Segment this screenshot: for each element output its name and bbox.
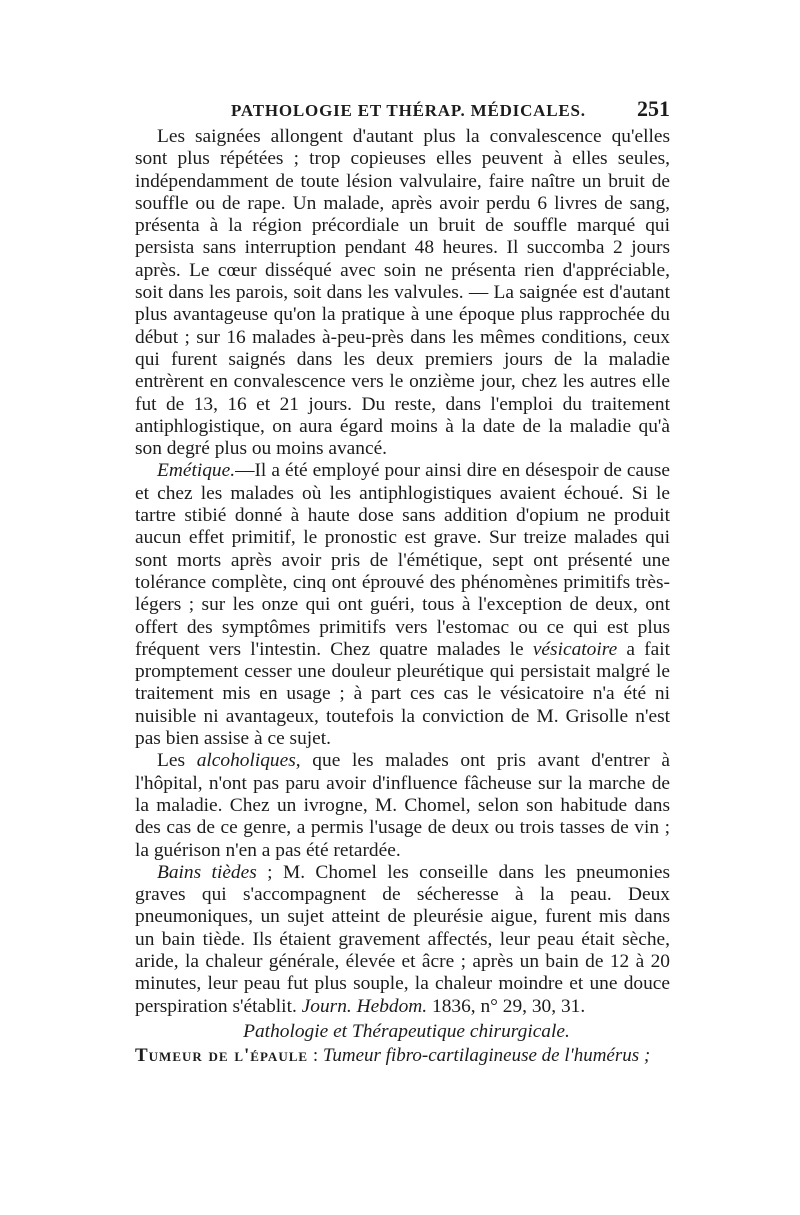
tumeur-line — [135, 1044, 670, 1068]
tumeur-label: Tumeur de l'épaule — [135, 1044, 309, 1066]
paragraph-lead: Emétique. — [157, 460, 236, 482]
paragraph-text-continued: a fait promptement cesser une douleur pleurétique qui persistait malgré le traitement mis en usage ; à part ces cas le vésicatoire n'a été ni nuisible ni avantageux, toutefois la conviction de M. Grisolle n'est pas bien assise à ce sujet. — [135, 638, 670, 750]
paragraph-alcoholiques — [135, 750, 670, 861]
inline-italic-term: vésicatoire — [532, 638, 618, 660]
inline-italic-term: alcoholiques — [196, 750, 296, 772]
paragraph-text: —Il a été employé pour ainsi dire en désespoir de cause et chez les malades où les antiphlogistiques avaient échoué. Si le tartre stibié donné à haute dose sans addition d'opium ne produit aucun effet primitif, le pronostic est grave. Sur treize malades qui sont morts après avoir pris de l'émétique, sept ont présenté une tolérance complète, cinq ont éprouvé des phénomènes primitifs très-légers ; sur les onze qui ont guéri, tous à l'exception de deux, ont offert des symptômes primitifs vers l'estomac ou ce qui est plus fréquent vers l'intestin. Chez quatre malades le — [135, 460, 670, 660]
paragraph-saignees — [135, 126, 670, 460]
journal-citation: Journ. Hebdom. — [301, 995, 428, 1017]
page-number: 251 — [637, 96, 670, 121]
paragraph-bains-tiedes — [135, 862, 670, 1018]
tumeur-separator: : — [308, 1044, 323, 1066]
tumeur-description: Tumeur fibro-cartilagineuse de l'humérus ; — [322, 1044, 651, 1066]
paragraph-text: ; M. Chomel les conseille dans les pneumonies graves qui s'accompagnent de sécheresse à la peau. Deux pneumoniques, un sujet atteint de pleurésie aigue, furent mis dans un bain tiède. Ils étaient gravement affectés, leur peau était sèche, aride, la chaleur générale, élevée et âcre ; après un bain de 12 à 20 minutes, leur peau fut plus souple, la chaleur moindre et une douce perspiration s'établit. — [135, 861, 671, 1017]
running-header — [135, 96, 670, 122]
paragraph-prefix: Les — [157, 750, 197, 772]
paragraph-emetique — [135, 460, 670, 750]
book-page — [135, 96, 670, 1068]
running-title: PATHOLOGIE ET THÉRAP. MÉDICALES. — [231, 101, 586, 120]
citation-numbers: 1836, n° 29, 30, 31. — [427, 995, 586, 1017]
section-heading: Pathologie et Thérapeutique chirurgicale. — [243, 1020, 570, 1042]
paragraph-text: Les saignées allongent d'autant plus la convalescence qu'elles sont plus répétées ; trop copieuses elles peuvent à elles seules, indépendamment de toute lésion valvulaire, faire naître un bruit de souffle ou de rape. Un malade, après avoir perdu 6 livres de sang, présenta à la région précordiale un bruit de souffle marqué qui persista sans interruption pendant 48 heures. Il succomba 2 jours après. Le cœur disséqué avec soin ne présenta rien d'appréciable, soit dans les parois, soit dans les valvules. — La saignée est d'autant plus avantageuse qu'on la pratique à une époque plus rapprochée du début ; sur 16 malades à-peu-près dans les mêmes conditions, ceux qui furent saignés dans les deux premiers jours de la maladie entrèrent en convalescence vers le onzième jour, chez les autres elle fut de 13, 16 et 21 jours. Du reste, dans l'emploi du traitement antiphlogistique, on aura égard moins à la date de la maladie qu'à son degré plus ou moins avancé. — [135, 126, 670, 460]
paragraph-text: , que les malades ont pris avant d'entrer à l'hôpital, n'ont pas paru avoir d'influence fâcheuse sur la marche de la maladie. Chez un ivrogne, M. Chomel, selon son habitude dans des cas de ce genre, a permis l'usage de deux ou trois tasses de vin ; la guérison n'en a pas été retardée. — [135, 750, 670, 861]
paragraph-lead: Bains tièdes — [157, 861, 257, 883]
body-text — [135, 126, 670, 1018]
